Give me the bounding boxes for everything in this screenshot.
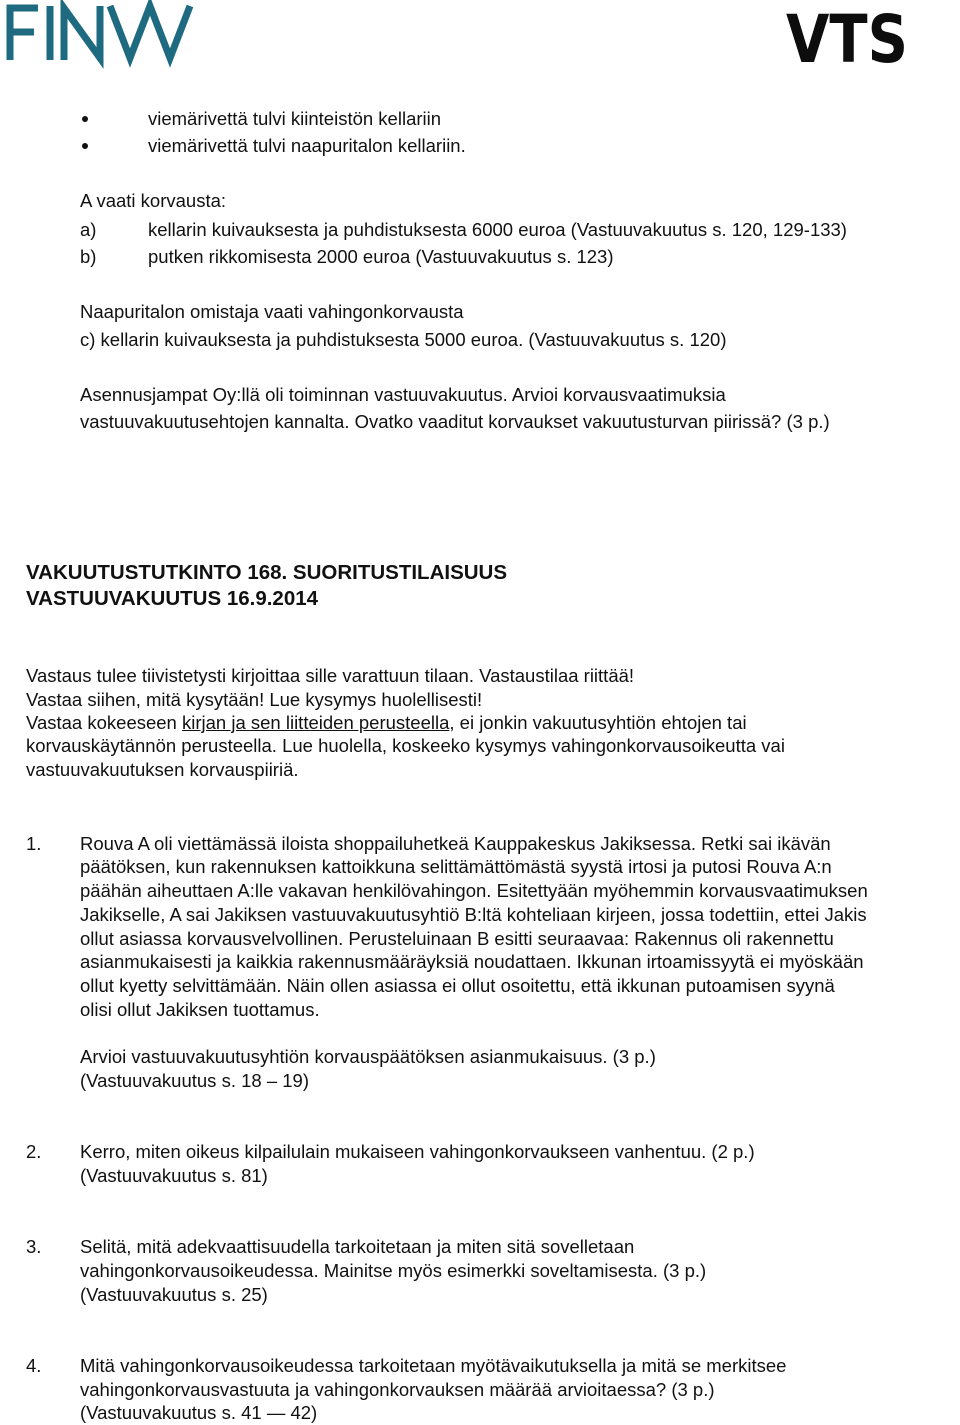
question-line: olisi ollut Jakiksen tuottamus. xyxy=(80,999,320,1020)
claim-marker: b) xyxy=(80,246,97,267)
claim-marker: a) xyxy=(80,219,97,240)
bullet-item: viemärivettä tulvi kiinteistön kellariin xyxy=(148,108,442,129)
question-number: 4. xyxy=(26,1355,42,1376)
question-task: Arvioi vastuuvakuutusyhtiön korvauspäätöksen asianmukaisuus. (3 p.) xyxy=(80,1046,656,1067)
instruction-line: korvauskäytännön perusteella. Lue huolella, koskeeko kysymys vahingonkorvausoikeutta vai xyxy=(26,735,785,756)
finva-logo xyxy=(4,2,194,64)
question-line: vahingonkorvausvastuuta ja vahingonkorvauksen määrää arvioitaessa? (3 p.) xyxy=(80,1379,715,1400)
section-subheading: VASTUUVAKUUTUS 16.9.2014 xyxy=(26,587,319,610)
question-reference: (Vastuuvakuutus s. 25) xyxy=(80,1284,268,1305)
question-line: Kerro, miten oikeus kilpailulain mukaiseen vahingonkorvaukseen vanhentuu. (2 p.) xyxy=(80,1141,755,1162)
intro-question-line: Asennusjampat Oy:llä oli toiminnan vastuuvakuutus. Arvioi korvausvaatimuksia xyxy=(80,384,726,405)
instruction-text: , ei jonkin vakuutusyhtiön ehtojen tai xyxy=(449,712,747,733)
claim-text: kellarin kuivauksesta ja puhdistuksesta 6000 euroa (Vastuuvakuutus s. 120, 129-133) xyxy=(148,219,847,240)
question-number: 2. xyxy=(26,1141,42,1162)
question-line: asianmukaisesti ja kaikkia rakennusmääräyksiä noudattaen. Ikkunan irtoamissyytä ei myöskään xyxy=(80,951,864,972)
instruction-line: Vastaa siihen, mitä kysytään! Lue kysymys huolellisesti! xyxy=(26,689,483,710)
instruction-underlined: kirjan ja sen liitteiden perusteella xyxy=(182,712,450,733)
question-line: päätöksen, kun rakennuksen kattoikkuna selittämättömästä syystä irtosi ja putosi Rouva A:n xyxy=(80,856,832,877)
bullet-icon xyxy=(82,116,88,122)
claim-a-title: A vaati korvausta: xyxy=(80,190,227,211)
instruction-line: vastuuvakuutuksen korvauspiiriä. xyxy=(26,759,299,780)
question-number: 1. xyxy=(26,833,42,854)
neighbor-item: c) kellarin kuivauksesta ja puhdistuksesta 5000 euroa. (Vastuuvakuutus s. 120) xyxy=(80,329,727,350)
question-line: ollut kyetty selvittämään. Näin ollen asiassa ei ollut osoitettu, että ikkunan putoamisen syynä xyxy=(80,975,835,996)
question-reference: (Vastuuvakuutus s. 41 — 42) xyxy=(80,1402,318,1423)
question-reference: (Vastuuvakuutus s. 81) xyxy=(80,1165,268,1186)
question-line: Mitä vahingonkorvausoikeudessa tarkoitetaan myötävaikutuksella ja mitä se merkitsee xyxy=(80,1355,787,1376)
bullet-icon xyxy=(82,143,88,149)
bullet-item: viemärivettä tulvi naapuritalon kellariin. xyxy=(148,135,466,156)
question-line: Rouva A oli viettämässä iloista shoppailuhetkeä Kauppakeskus Jakiksessa. Retki sai ikävän xyxy=(80,833,831,854)
instruction-line xyxy=(26,711,747,735)
vts-logo-text: VTS xyxy=(786,1,908,78)
section-heading: VAKUUTUSTUTKINTO 168. SUORITUSTILAISUUS xyxy=(26,561,508,584)
question-number: 3. xyxy=(26,1236,42,1257)
question-line: päähän aiheuttaen A:lle vakavan henkilövahingon. Esitettyään myöhemmin korvausvaatimuksen xyxy=(80,880,868,901)
question-line: ollut asiassa korvausvelvollinen. Perusteluinaan B esitti seuraavaa: Rakennus oli rakennettu xyxy=(80,928,834,949)
question-line: Jakikselle, A sai Jakiksen vastuuvakuutusyhtiö B:ltä kohteliaan kirjeen, jossa todettiin, ettei Jakis xyxy=(80,904,867,925)
intro-question-line: vastuuvakuutusehtojen kannalta. Ovatko vaaditut korvaukset vakuutusturvan piirissä? (3 p.) xyxy=(80,411,830,432)
instruction-text: Vastaa kokeeseen xyxy=(26,712,182,733)
claim-text: putken rikkomisesta 2000 euroa (Vastuuvakuutus s. 123) xyxy=(148,246,614,267)
finva-logo-text: FINVA xyxy=(4,2,7,3)
vts-logo xyxy=(786,1,910,78)
neighbor-title: Naapuritalon omistaja vaati vahingonkorvausta xyxy=(80,301,464,322)
question-line: vahingonkorvausoikeudessa. Mainitse myös esimerkki soveltamisesta. (3 p.) xyxy=(80,1260,707,1281)
instruction-line: Vastaus tulee tiivistetysti kirjoittaa sille varattuun tilaan. Vastaustilaa riittää! xyxy=(26,665,635,686)
question-reference: (Vastuuvakuutus s. 18 – 19) xyxy=(80,1070,309,1091)
question-line: Selitä, mitä adekvaattisuudella tarkoitetaan ja miten sitä sovelletaan xyxy=(80,1236,635,1257)
